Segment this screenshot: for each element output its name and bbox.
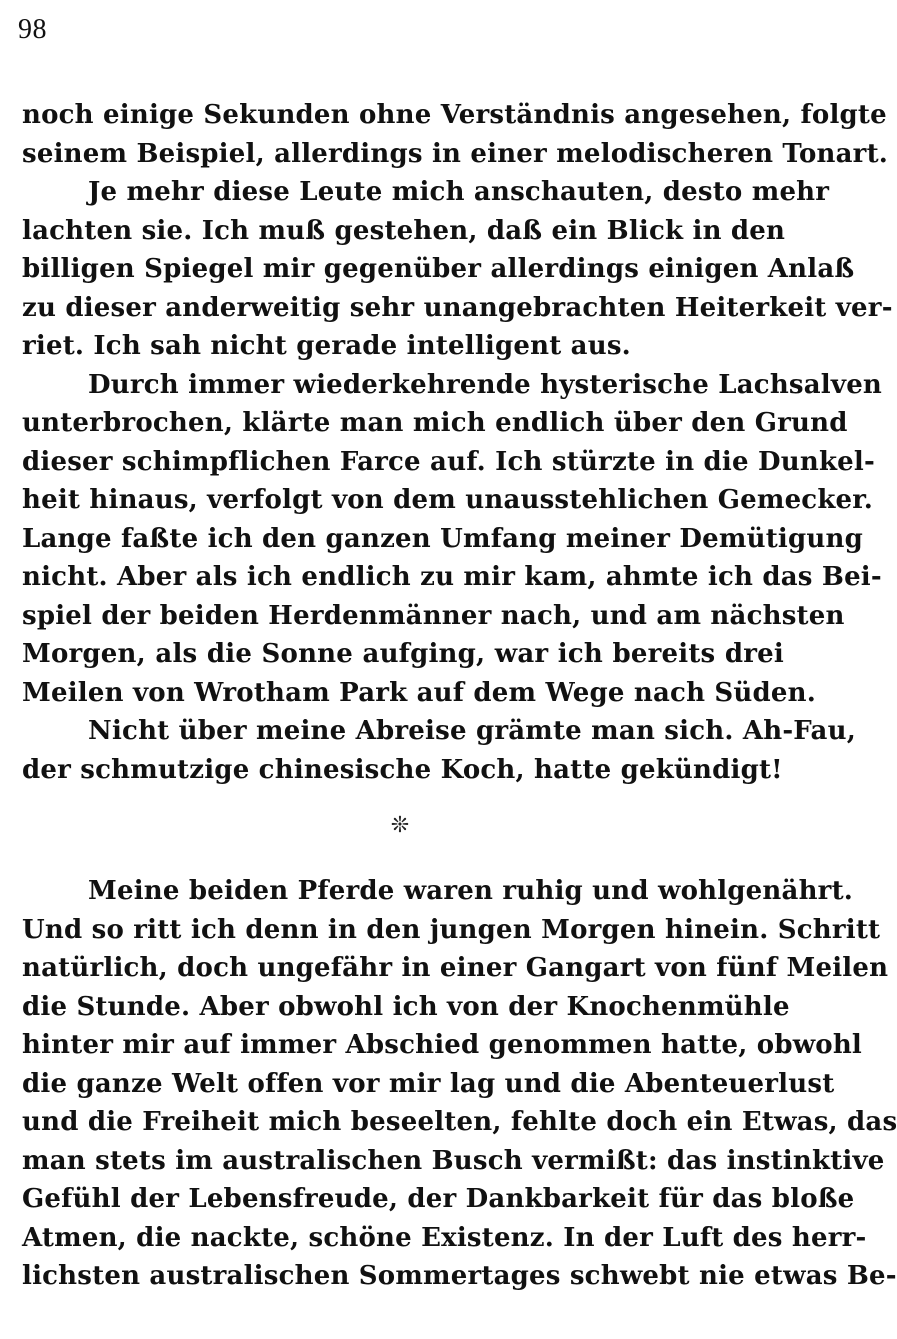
text-line: Und so ritt ich denn in den jungen Morgen hinein. Schritt [22, 914, 881, 945]
text-line: riet. Ich sah nicht gerade intelligent aus. [22, 331, 631, 361]
text-line: die Stunde. Aber obwohl ich von der Knochenmühle [22, 991, 790, 1022]
text-line: lachten sie. Ich muß gestehen, daß ein Blick in den [22, 215, 786, 246]
text-line: zu dieser anderweitig sehr unangebrachten Heiterkeit ver- [22, 292, 893, 323]
page-number: 98 [18, 14, 47, 45]
text-line: natürlich, doch ungefähr in einer Gangart von fünf Meilen [22, 953, 889, 983]
text-line: hinter mir auf immer Abschied genommen hatte, obwohl [22, 1030, 863, 1060]
text-line: man stets im australischen Busch vermißt: das instinktive [22, 1145, 885, 1176]
text-line: spiel der beiden Herdenmänner nach, und am nächsten [22, 600, 845, 631]
text-line: unterbrochen, klärte man mich endlich über den Grund [22, 408, 848, 438]
text-line: Durch immer wiederkehrende hysterische Lachsalven [88, 369, 883, 400]
text-line: Lange faßte ich den ganzen Umfang meiner Demütigung [22, 523, 863, 554]
text-line: lichsten australischen Sommertages schwebt nie etwas Be- [22, 1261, 897, 1291]
text-line: Atmen, die nackte, schöne Existenz. In der Luft des herr- [22, 1222, 867, 1253]
text-line: Morgen, als die Sonne aufging, war ich bereits drei [22, 639, 784, 669]
text-line: Gefühl der Lebensfreude, der Dankbarkeit für das bloße [22, 1184, 855, 1214]
text-line: der schmutzige chinesische Koch, hatte gekündigt! [22, 754, 783, 785]
text-line: billigen Spiegel mir gegenüber allerdings einigen Anlaß [22, 254, 855, 284]
text-line: nicht. Aber als ich endlich zu mir kam, ahmte ich das Bei- [22, 562, 882, 592]
text-line: Je mehr diese Leute mich anschauten, desto mehr [88, 177, 830, 207]
text-line: die ganze Welt offen vor mir lag und die Abenteuerlust [22, 1068, 835, 1099]
text-section-1 [22, 96, 893, 789]
section-divider-ornament: ❊ [390, 813, 410, 838]
text-line: seinem Beispiel, allerdings in einer melodischeren Tonart. [22, 138, 889, 169]
text-line: dieser schimpflichen Farce auf. Ich stürzte in die Dunkel- [22, 446, 875, 477]
text-line: heit hinaus, verfolgt von dem unausstehlichen Gemecker. [22, 485, 874, 515]
text-line: Nicht über meine Abreise grämte man sich. Ah-Fau, [88, 716, 856, 746]
text-section-2 [22, 872, 897, 1296]
text-line: noch einige Sekunden ohne Verständnis angesehen, folgte [22, 100, 887, 130]
text-line: und die Freiheit mich beseelten, fehlte doch ein Etwas, das [22, 1107, 897, 1137]
text-line: Meine beiden Pferde waren ruhig und wohlgenährt. [88, 876, 854, 906]
text-line: Meilen von Wrotham Park auf dem Wege nach Süden. [22, 677, 816, 708]
